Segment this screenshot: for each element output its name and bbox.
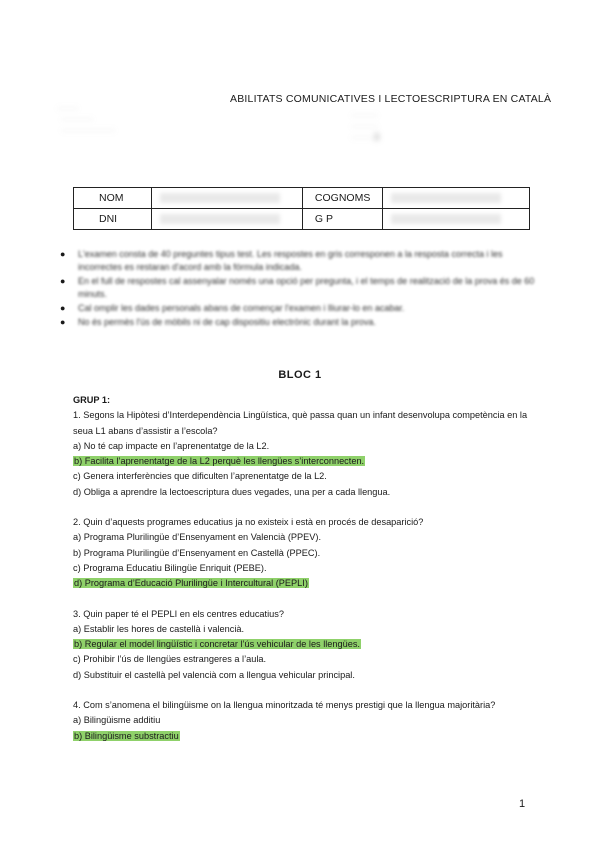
bullet-icon: ● <box>60 317 66 327</box>
section-title: BLOC 1 <box>278 369 322 381</box>
document-title: ABILITATS COMUNICATIVES I LECTOESCRIPTURA EN CATALÀ <box>230 93 552 105</box>
answer-option: b) Programa Plurilingüe d’Ensenyament en Castellà (PPEC). <box>73 547 321 558</box>
instruction-item: ● No és permès l'ús de mòbils ni de cap dispositiu electrònic durant la prova. <box>60 317 376 327</box>
instruction-item: ● Cal omplir les dades personals abans de començar l'examen i lliurar-lo en acabar. <box>60 303 405 313</box>
blurred-header-text: · · · · · <box>352 121 377 131</box>
blurred-header-text: · · · · · · · · · · <box>62 125 115 135</box>
question-text: 1. Segons la Hipòtesi d’Interdependència Lingüística, què passa quan un infant desenvolupa competència en la seua L1 abans d’assistir a l’escola? <box>73 410 528 436</box>
surname-field[interactable] <box>383 188 530 209</box>
question-text: 2. Quin d’aquests programes educatius ja no existeix i està en procés de desaparició? <box>73 517 424 528</box>
answer-option: a) Programa Plurilingüe d’Ensenyament en Valencià (PPEV). <box>73 532 322 543</box>
answer-option-correct: b) Bilingüisme substractiu <box>74 730 179 741</box>
answer-option-correct: b) Regular el model lingüístic i concretar l’ús vehicular de les llengües. <box>74 639 360 650</box>
answer-option: a) No té cap impacte en l’aprenentatge de la L2. <box>73 440 270 451</box>
question-text: 4. Com s’anomena el bilingüisme on la llengua minoritzada té menys prestigi que la llengua majoritària? <box>73 700 496 711</box>
blurred-header-text: · · · · · · <box>62 114 93 124</box>
question-block <box>73 607 543 683</box>
answer-option: c) Genera interferències que dificulten l’aprenentatge de la L2. <box>73 471 327 482</box>
question-block <box>73 698 543 744</box>
answer-option: a) Bilingüisme additiu <box>73 715 161 726</box>
question-block <box>73 515 543 591</box>
name-label: NOM <box>74 188 152 209</box>
group-field[interactable] <box>383 209 530 230</box>
instruction-item: ● En el full de respostes cal assenyalar només una opció per pregunta, i el temps de realització de la prova és de 60 minuts. <box>60 276 535 299</box>
answer-option: d) Substituir el castellà pel valencià com a llengua vehicular principal. <box>73 669 355 680</box>
group-title: GRUP 1: <box>73 395 111 405</box>
name-field[interactable] <box>152 188 302 209</box>
page-number: 1 <box>519 798 526 810</box>
blurred-header-text: · · · · · <box>352 110 377 120</box>
blurred-header-text: · · · · 3 <box>352 132 379 142</box>
group-label: G P <box>302 209 382 230</box>
answer-option: c) Programa Educatiu Bilingüe Enriquit (PEBE). <box>73 562 267 573</box>
question-text: 3. Quin paper té el PEPLI en els centres educatius? <box>73 608 284 619</box>
dni-label: DNI <box>74 209 152 230</box>
student-id-table <box>73 187 530 230</box>
answer-option: c) Prohibir l’ús de llengües estrangeres a l’aula. <box>73 654 267 665</box>
questions-section <box>73 393 543 759</box>
answer-option-correct: d) Programa d’Educació Plurilingüe i Intercultural (PEPLI) <box>74 578 308 589</box>
answer-option-correct: b) Facilita l’aprenentatge de la L2 perquè les llengües s’interconnecten. <box>74 456 365 467</box>
bullet-icon: ● <box>60 249 66 259</box>
surname-label: COGNOMS <box>302 188 382 209</box>
dni-field[interactable] <box>152 209 302 230</box>
bullet-icon: ● <box>60 303 66 313</box>
bullet-icon: ● <box>60 276 66 286</box>
instruction-item: ● L'examen consta de 40 preguntes tipus test. Les respostes en gris corresponen a la resposta correcta i les incorrectes es restaran d'acord amb la fórmula indicada. <box>60 249 503 272</box>
answer-option: d) Obliga a aprendre la lectoescriptura dues vegades, una per a cada llengua. <box>73 486 391 497</box>
answer-option: a) Establir les hores de castellà i valencià. <box>73 623 245 634</box>
instructions-list <box>60 248 535 330</box>
question-block <box>73 408 543 500</box>
blurred-header-text: · · · · <box>58 103 78 113</box>
